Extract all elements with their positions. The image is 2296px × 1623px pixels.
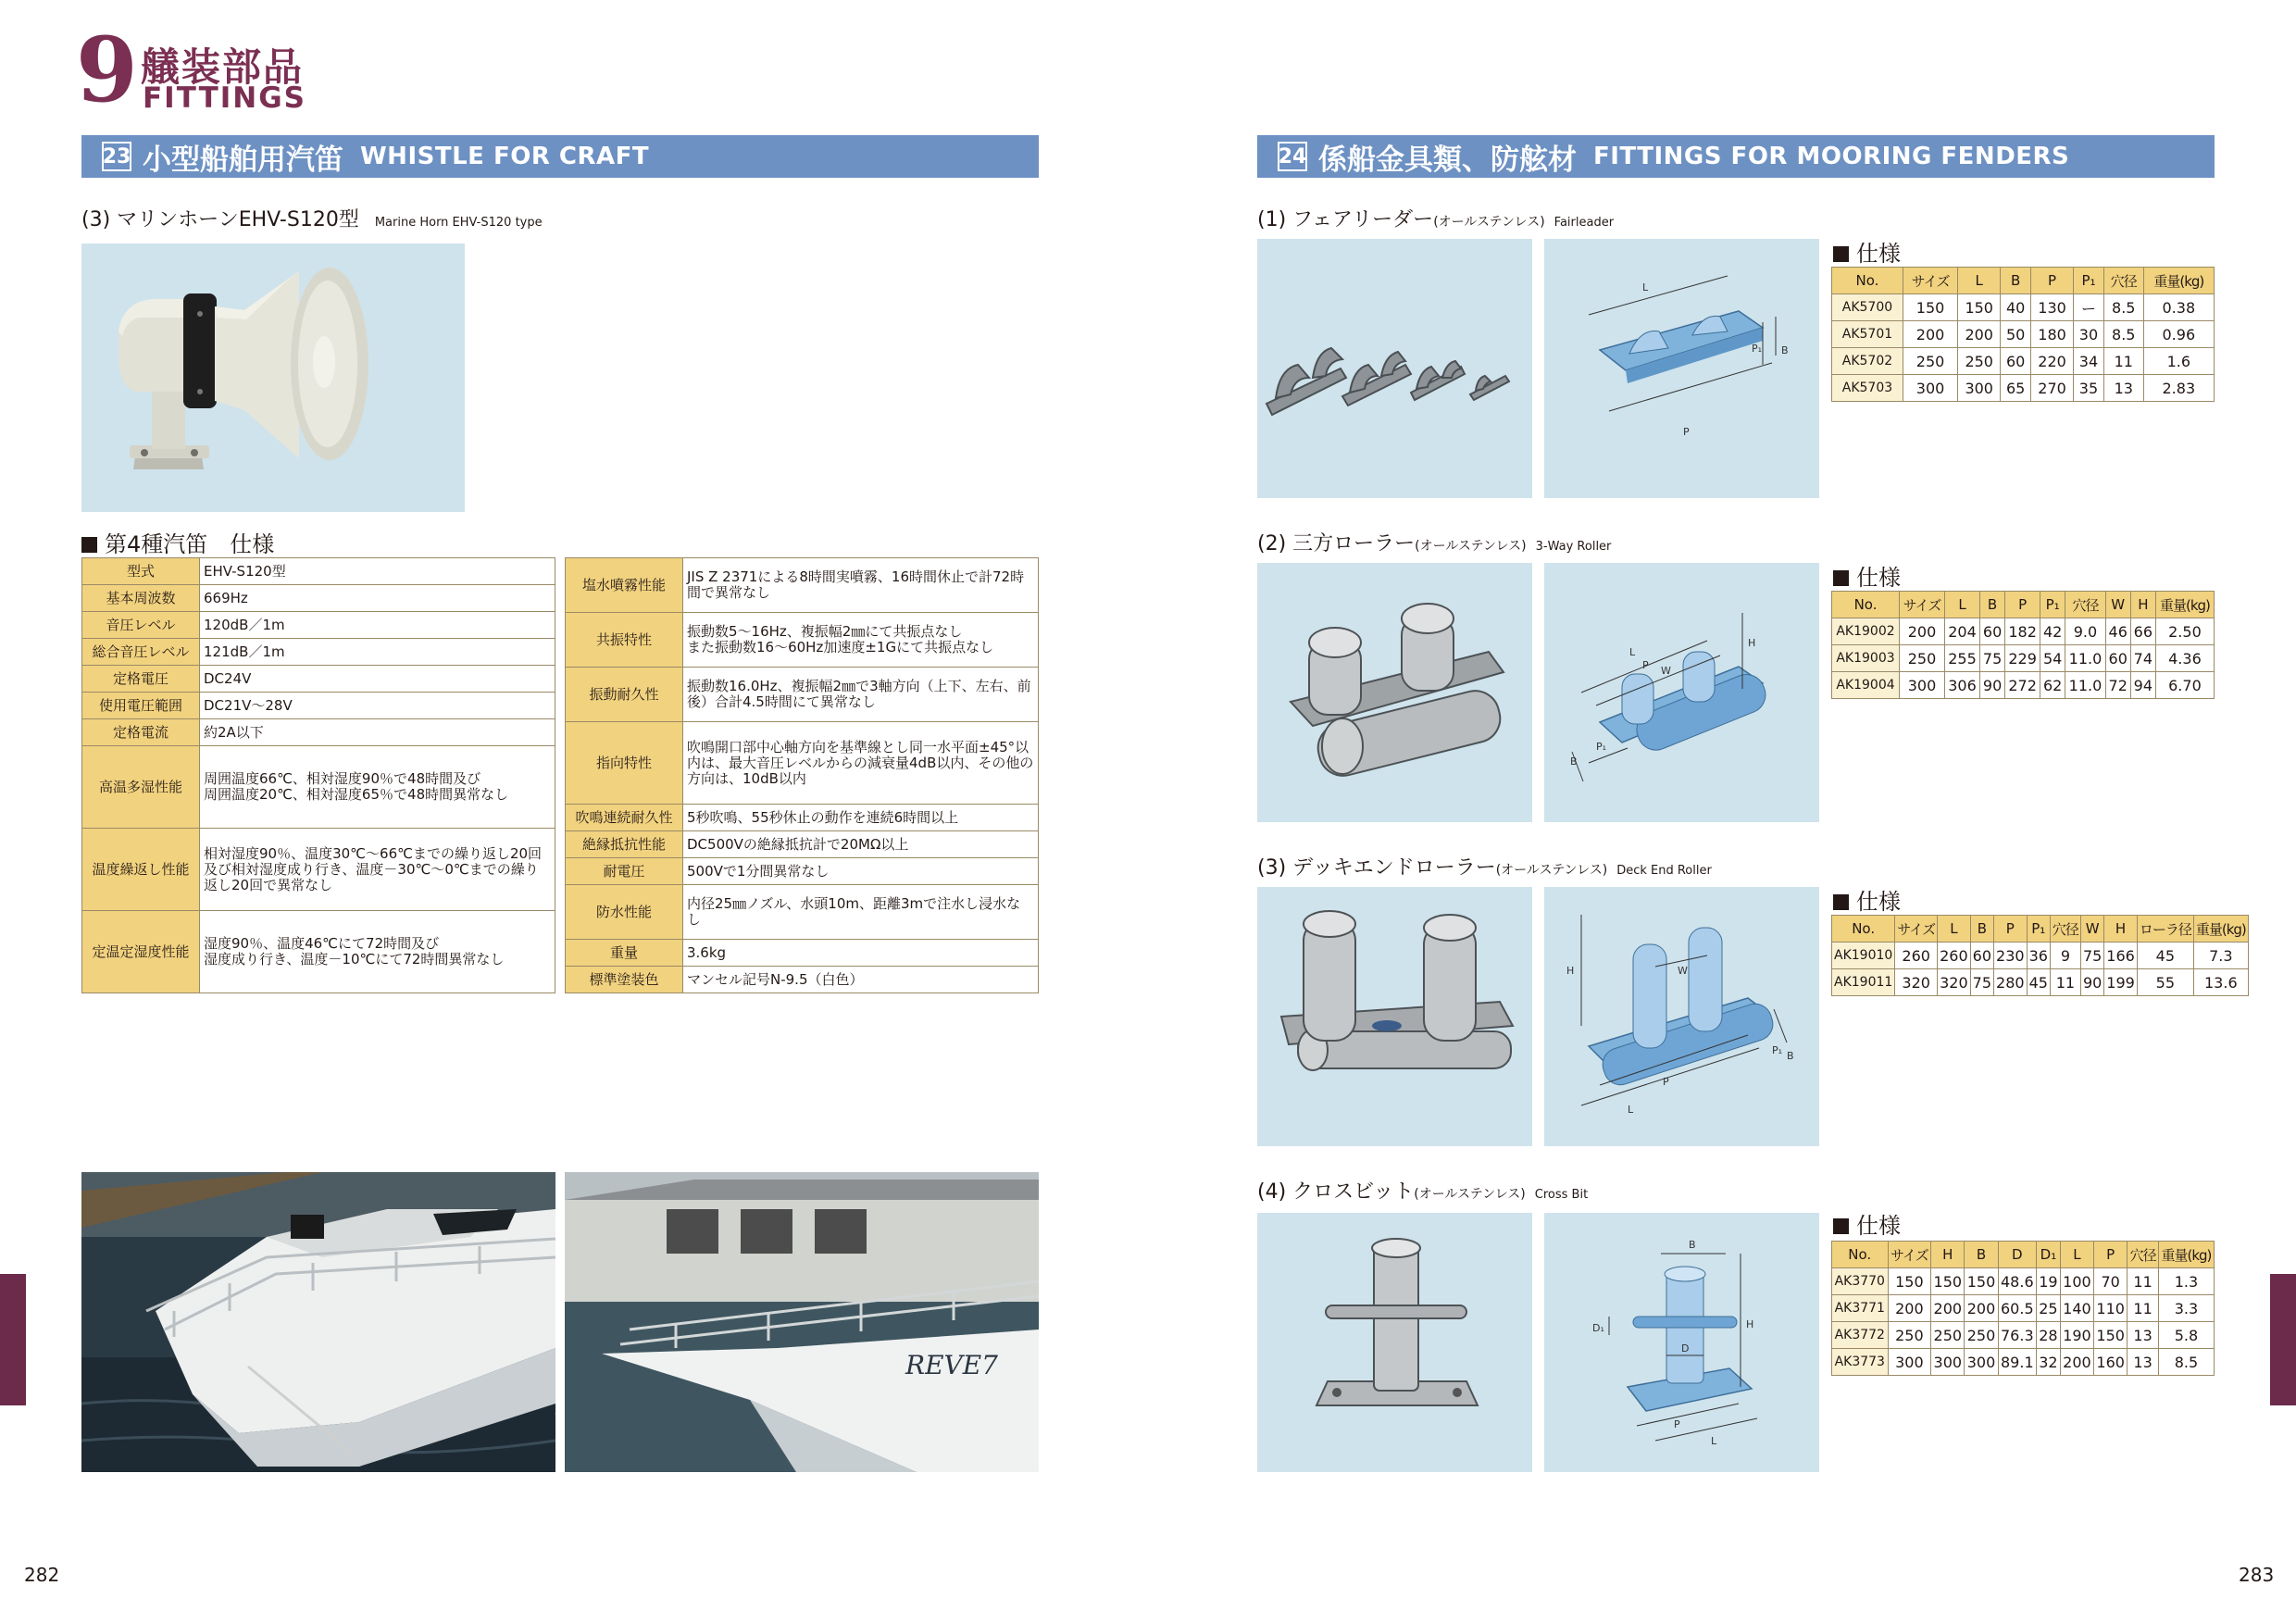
square-bullet-icon <box>1833 894 1849 910</box>
table-row: AK3773 300 300 300 89.1 32 200 160 13 8.5 <box>1832 1349 2215 1376</box>
table-row: AK19003 250 255 75 229 54 11.0 60 74 4.36 <box>1832 645 2215 672</box>
fairleader-diagram <box>1544 239 1819 498</box>
dim-label: B <box>1689 1239 1696 1251</box>
dim-label: P₁ <box>1596 741 1607 753</box>
dim-label: L <box>1642 281 1649 293</box>
table-row: AK19004 300 306 90 272 62 11.0 72 94 6.70 <box>1832 672 2215 699</box>
item-heading-fairleader: (1) フェアリーダー(オールステンレス) Fairleader <box>1257 208 1615 231</box>
table-row: 吹鳴連続耐久性 5秒吹鳴、55秒休止の動作を連続6時間以上 <box>566 805 1039 831</box>
dim-label: D₁ <box>1592 1322 1604 1334</box>
side-tab-left <box>0 1274 26 1405</box>
table-row: 防水性能 内径25㎜ノズル、水頭10m、距離3mで注水し浸水なし <box>566 885 1039 940</box>
table-row: 定格電圧 DC24V <box>82 666 555 693</box>
table-row: 総合音圧レベル 121dB／1m <box>82 639 555 666</box>
table-row: 高温多湿性能 周囲温度66℃、相対湿度90％で48時間及び 周囲温度20℃、相対湿度65％で48時間異常なし <box>82 746 555 829</box>
table-row: AK19011 320 320 75 280 45 11 90 199 55 13.6 <box>1832 969 2249 996</box>
spec-rows <box>82 558 555 993</box>
page-number-right: 283 <box>2239 1564 2275 1586</box>
table-row: AK3771 200 200 200 60.5 25 140 110 11 3.3 <box>1832 1295 2215 1322</box>
dim-label: L <box>1628 1104 1634 1116</box>
deck-end-roller-dimension-diagram <box>1544 887 1819 1146</box>
spec-heading: 仕様 <box>1833 883 1901 916</box>
square-bullet-icon <box>81 537 97 553</box>
dim-label: L <box>1629 646 1636 658</box>
item-heading-marine-horn <box>81 204 543 232</box>
section-title-jp: 係船金具類、防舷材 <box>1318 143 1577 177</box>
table-row: AK5701 200 200 50 180 30 8.5 0.96 <box>1832 321 2215 348</box>
section-band-whistle <box>81 135 1039 178</box>
table-row: AK5703 300 300 65 270 35 13 2.83 <box>1832 375 2215 402</box>
table-row: 共振特性 振動数5～16Hz、複振幅2㎜にて共振点なし また振動数16～60Hz加速度±1Gにて共振点なし <box>566 613 1039 668</box>
section-number: 23 <box>102 142 131 171</box>
dim-label: P <box>1683 426 1690 438</box>
chapter-number: 9 <box>76 18 138 122</box>
cross-bit-photo <box>1257 1213 1532 1472</box>
fairleader-illustration <box>1257 239 1532 498</box>
table-row: 絶縁抵抗性能 DC500Vの絶縁抵抗計で20MΩ以上 <box>566 831 1039 858</box>
dim-label: L <box>1711 1435 1717 1447</box>
fairleader-spec-table <box>1831 267 2215 402</box>
spec-heading: 仕様 <box>1833 1207 1901 1240</box>
dim-label: P <box>1663 1076 1669 1088</box>
table-row: 指向特性 吹鳴開口部中心軸方向を基準線とし同一水平面±45°以内は、最大音圧レベルからの減衰量4dB以内、その他の方向は、10dB以内 <box>566 722 1039 805</box>
section-title-en: FITTINGS FOR MOORING FENDERS <box>1593 143 2070 170</box>
table-row: 温度繰返し性能 相対湿度90％、温度30℃～66℃までの繰り返し20回及び相対湿度成り行き、温度－30℃～0℃までの繰り返し20回で異常なし <box>82 829 555 911</box>
table-header-row: No. サイズ L B P P₁ 穴径 W H ローラ径 重量(kg) <box>1832 916 2249 943</box>
fairleader-photo <box>1257 239 1532 498</box>
table-row: 重量 3.6kg <box>566 940 1039 967</box>
table-row: 使用電圧範囲 DC21V～28V <box>82 693 555 719</box>
table-row: AK19002 200 204 60 182 42 9.0 46 66 2.50 <box>1832 618 2215 645</box>
table-row: AK3770 150 150 150 48.6 19 100 70 11 1.3 <box>1832 1268 2215 1295</box>
table-header-row: No. サイズ L B P P₁ 穴径 W H 重量(kg) <box>1832 592 2215 618</box>
boat-name-text: REVE7 <box>905 1350 998 1380</box>
item-heading-3way-roller: (2) 三方ローラー(オールステンレス) 3-Way Roller <box>1257 532 1612 556</box>
dim-label: H <box>1566 965 1575 977</box>
3way-roller-spec-table <box>1831 591 2215 699</box>
whistle-spec-table-left <box>81 557 555 993</box>
3way-roller-dimension-diagram <box>1544 563 1819 822</box>
dim-label: P₁ <box>1752 343 1763 355</box>
table-row: AK3772 250 250 250 76.3 28 190 150 13 5.8 <box>1832 1322 2215 1349</box>
whistle-spec-table-right <box>565 557 1039 993</box>
dim-label: B <box>1787 1050 1794 1062</box>
dim-label: H <box>1748 637 1756 649</box>
square-bullet-icon <box>1833 246 1849 262</box>
3way-roller-photo <box>1257 563 1532 822</box>
dim-label: B <box>1570 755 1578 768</box>
table-row: 標準塗装色 マンセル記号N-9.5（白色） <box>566 967 1039 993</box>
dim-label: P₁ <box>1772 1044 1783 1056</box>
spec-rows <box>566 558 1039 993</box>
deck-end-roller-photo <box>1257 887 1532 1146</box>
section-band-mooring <box>1257 135 2215 178</box>
page-number-left: 282 <box>24 1564 60 1586</box>
table-row: 振動耐久性 振動数16.0Hz、複振幅2㎜で3軸方向（上下、左右、前後）合計4.5時間にて異常なし <box>566 668 1039 722</box>
dim-label: D <box>1681 1342 1690 1355</box>
boat-illustration <box>565 1172 1039 1472</box>
table-row: AK5700 150 150 40 130 ー 8.5 0.38 <box>1832 294 2215 321</box>
table-row: 基本周波数 669Hz <box>82 585 555 612</box>
fairleader-dimension-diagram <box>1544 239 1819 498</box>
dim-label: W <box>1678 965 1688 977</box>
boat-photo-1 <box>81 1172 555 1472</box>
spec-heading: 仕様 <box>1833 559 1901 592</box>
section-title-jp: 小型船舶用汽笛 <box>143 143 343 177</box>
table-row: 塩水噴霧性能 JIS Z 2371による8時間実噴霧、16時間休止で計72時間で異常なし <box>566 558 1039 613</box>
cross-bit-diagram <box>1544 1213 1819 1472</box>
horn-illustration <box>81 243 465 512</box>
square-bullet-icon <box>1833 570 1849 586</box>
square-bullet-icon <box>1833 1218 1849 1234</box>
cross-bit-illustration <box>1257 1213 1532 1472</box>
dim-label: P <box>1642 659 1649 671</box>
chapter-title-jp: 艤装部品 <box>141 44 305 90</box>
item-label: (3) マリンホーンEHV-S120型 <box>81 208 359 231</box>
deck-end-roller-diagram <box>1544 887 1819 1146</box>
dim-label: W <box>1661 665 1671 677</box>
table-row: 定温定湿度性能 湿度90％、温度46℃にて72時間及び 湿度成り行き、温度－10℃にて72時間異常なし <box>82 911 555 993</box>
spec-title: 第4種汽笛 仕様 <box>105 531 275 557</box>
spec-heading: 仕様 <box>1833 235 1901 268</box>
table-row: 音圧レベル 120dB／1m <box>82 612 555 639</box>
table-row: 定格電流 約2A以下 <box>82 719 555 746</box>
table-row: 耐電圧 500Vで1分間異常なし <box>566 858 1039 885</box>
table-row: 型式 EHV-S120型 <box>82 558 555 585</box>
section-title-en: WHISTLE FOR CRAFT <box>360 143 650 170</box>
side-tab-right <box>2270 1274 2296 1405</box>
item-label-en: Marine Horn EHV-S120 type <box>374 216 543 230</box>
table-header-row: No. サイズ H B D D₁ L P 穴径 重量(kg) <box>1832 1242 2215 1268</box>
3way-roller-diagram <box>1544 563 1819 822</box>
dim-label: P <box>1674 1418 1680 1430</box>
item-heading-cross-bit: (4) クロスビット(オールステンレス) Cross Bit <box>1257 1180 1589 1204</box>
chapter-title-en: FITTINGS <box>143 81 306 115</box>
marine-horn-photo <box>81 243 465 512</box>
cross-bit-spec-table <box>1831 1241 2215 1376</box>
3way-roller-illustration <box>1257 563 1532 822</box>
dim-label: H <box>1746 1318 1754 1330</box>
section-number: 24 <box>1278 142 1307 171</box>
dim-label: B <box>1781 344 1789 356</box>
deck-end-roller-spec-table <box>1831 915 2249 996</box>
whistle-spec-heading <box>81 526 274 558</box>
item-heading-deck-end-roller: (3) デッキエンドローラー(オールステンレス) Deck End Roller <box>1257 856 1712 880</box>
boat-illustration <box>81 1172 555 1472</box>
table-row: AK5702 250 250 60 220 34 11 1.6 <box>1832 348 2215 375</box>
boat-photo-2 <box>565 1172 1039 1472</box>
cross-bit-dimension-diagram <box>1544 1213 1819 1472</box>
deck-end-roller-illustration <box>1257 887 1532 1146</box>
table-header-row: No. サイズ L B P P₁ 穴径 重量(kg) <box>1832 268 2215 294</box>
table-row: AK19010 260 260 60 230 36 9 75 166 45 7.3 <box>1832 943 2249 969</box>
